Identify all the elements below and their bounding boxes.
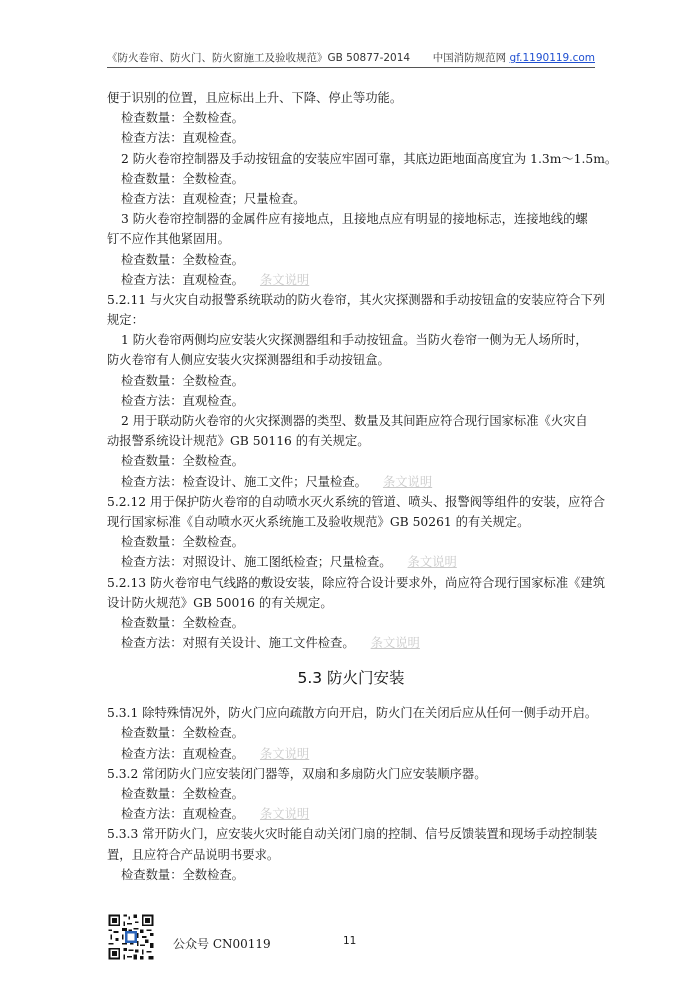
text-line	[107, 330, 595, 350]
text-line	[107, 492, 606, 512]
page-number: 11	[343, 935, 357, 947]
text-line	[107, 633, 595, 653]
line-text: 检查数量：全数检查。	[121, 171, 244, 186]
text-line	[107, 88, 595, 108]
header-site-link[interactable]: gf.1190119.com	[509, 52, 595, 64]
text-line	[107, 371, 595, 391]
page-footer	[107, 913, 595, 963]
section-title: 5.3 防火门安装	[297, 669, 405, 688]
line-text: 检查数量：全数检查。	[121, 787, 244, 801]
line-text: 检查方法：检查设计、施工文件；尺量检查。	[121, 474, 367, 489]
clause-explanation-link[interactable]: 条文说明	[259, 272, 310, 287]
line-text: 5.3.1 除特殊情况外，防火门应向疏散方向开启，防火门在关闭后应从任何一侧手动开启。	[107, 706, 598, 721]
text-line	[107, 431, 595, 451]
text-line	[107, 108, 595, 128]
text-line	[107, 512, 595, 532]
text-line	[107, 209, 595, 229]
text-line	[107, 310, 595, 330]
line-text: 防火卷帘有人侧应安装火灾探测器组和手动按钮盒。	[107, 353, 390, 368]
line-text: 检查数量：全数检查。	[121, 252, 244, 267]
line-text: 检查数量：全数检查。	[121, 373, 244, 388]
line-text: 检查方法：对照有关设计、施工文件检查。	[121, 636, 355, 651]
line-text: 现行国家标准《自动喷水灭火系统施工及验收规范》GB 50261 的有关规定。	[107, 514, 530, 529]
text-line	[107, 613, 595, 633]
clause-explanation-link[interactable]: 条文说明	[370, 636, 420, 651]
header-document-title: 《防火卷帘、防火门、防火窗施工及验收规范》GB 50877-2014	[107, 52, 411, 64]
line-text: 检查数量：全数检查。	[121, 454, 244, 469]
clause-explanation-link[interactable]: 条文说明	[259, 807, 310, 822]
clause-explanation-link[interactable]: 条文说明	[382, 474, 433, 489]
text-line	[107, 703, 598, 723]
line-text: 检查方法：直观检查。	[121, 807, 244, 822]
text-line	[107, 128, 595, 148]
line-text: 规定：	[107, 313, 144, 328]
line-text: 便于识别的位置，且应标出上升、下降、停止等功能。	[107, 91, 403, 105]
section-heading	[107, 653, 595, 703]
text-line	[107, 865, 595, 885]
text-line	[107, 845, 595, 865]
line-text: 检查方法：直观检查；尺量检查。	[121, 191, 306, 206]
line-text: 检查数量：全数检查。	[121, 615, 244, 630]
text-line	[107, 149, 618, 169]
document-body	[107, 88, 618, 885]
line-text: 置，且应符合产品说明书要求。	[107, 847, 280, 862]
text-line	[107, 593, 595, 613]
line-text: 检查方法：直观检查。	[121, 131, 244, 146]
line-text: 5.3.3 常开防火门，应安装火灾时能自动关闭门扇的控制、信号反馈装置和现场手动控制装	[107, 827, 598, 842]
text-line	[107, 824, 598, 844]
line-text: 2 用于联动防火卷帘的火灾探测器的类型、数量及其间距应符合现行国家标准《火灾自	[121, 414, 588, 428]
text-line	[107, 573, 606, 593]
line-text: 检查数量：全数检查。	[121, 867, 244, 882]
line-text: 5.2.13 防火卷帘电气线路的敷设安装，除应符合设计要求外，尚应符合现行国家标准《建筑	[107, 575, 606, 590]
line-text: 检查方法：对照设计、施工图纸检查；尺量检查。	[121, 555, 392, 570]
text-line	[107, 270, 595, 290]
line-text: 2 防火卷帘控制器及手动按钮盒的安装应牢固可靠，其底边距地面高度宜为 1.3m～1.5m。	[121, 151, 618, 166]
line-text: 钉不应作其他紧固用。	[107, 232, 230, 247]
line-text: 5.2.11 与火灾自动报警系统联动的防火卷帘，其火灾探测器和手动按钮盒的安装应符合下列	[107, 292, 606, 307]
line-text: 5.3.2 常闭防火门应安装闭门器等，双扇和多扇防火门应安装顺序器。	[107, 766, 487, 781]
text-line	[107, 723, 595, 743]
line-text: 5.2.12 用于保护防火卷帘的自动喷水灭火系统的管道、喷头、报警阀等组件的安装，应符合	[107, 494, 606, 509]
text-line	[107, 189, 595, 209]
clause-explanation-link[interactable]: 条文说明	[407, 555, 457, 570]
line-text: 动报警系统设计规范》GB 50116 的有关规定。	[107, 434, 370, 449]
line-text: 1 防火卷帘两侧均应安装火灾探测器组和手动按钮盒。当防火卷帘一侧为无人场所时，	[121, 333, 588, 348]
text-line	[107, 290, 606, 310]
line-text: 3 防火卷帘控制器的金属件应有接地点，且接地点应有明显的接地标志，连接地线的螺	[121, 212, 588, 227]
text-line	[107, 552, 595, 572]
text-line	[107, 744, 595, 764]
line-text: 检查数量：全数检查。	[121, 535, 244, 550]
line-text: 检查数量：全数检查。	[121, 726, 244, 741]
text-line	[107, 451, 595, 471]
text-line	[107, 764, 595, 784]
text-line	[107, 784, 595, 804]
header-site-name: 中国消防规范网	[432, 52, 507, 64]
text-line	[107, 411, 595, 431]
text-line	[107, 472, 595, 492]
text-line	[107, 169, 595, 189]
text-line	[107, 250, 595, 270]
line-text: 设计防火规范》GB 50016 的有关规定。	[107, 595, 333, 610]
text-line	[107, 804, 595, 824]
header-site	[433, 50, 595, 65]
line-text: 检查数量：全数检查。	[121, 111, 244, 126]
line-text: 检查方法：直观检查。	[121, 393, 244, 408]
text-line	[107, 532, 595, 552]
line-text: 检查方法：直观检查。	[121, 746, 244, 761]
text-line	[107, 229, 595, 249]
line-text: 检查方法：直观检查。	[121, 272, 244, 287]
text-line	[107, 391, 595, 411]
text-line	[107, 350, 595, 370]
clause-explanation-link[interactable]: 条文说明	[259, 746, 310, 761]
header-rule	[107, 67, 595, 68]
footer-account-label: 公众号 CN00119	[173, 937, 271, 951]
qr-code-icon	[107, 913, 155, 961]
page-header	[107, 50, 595, 66]
